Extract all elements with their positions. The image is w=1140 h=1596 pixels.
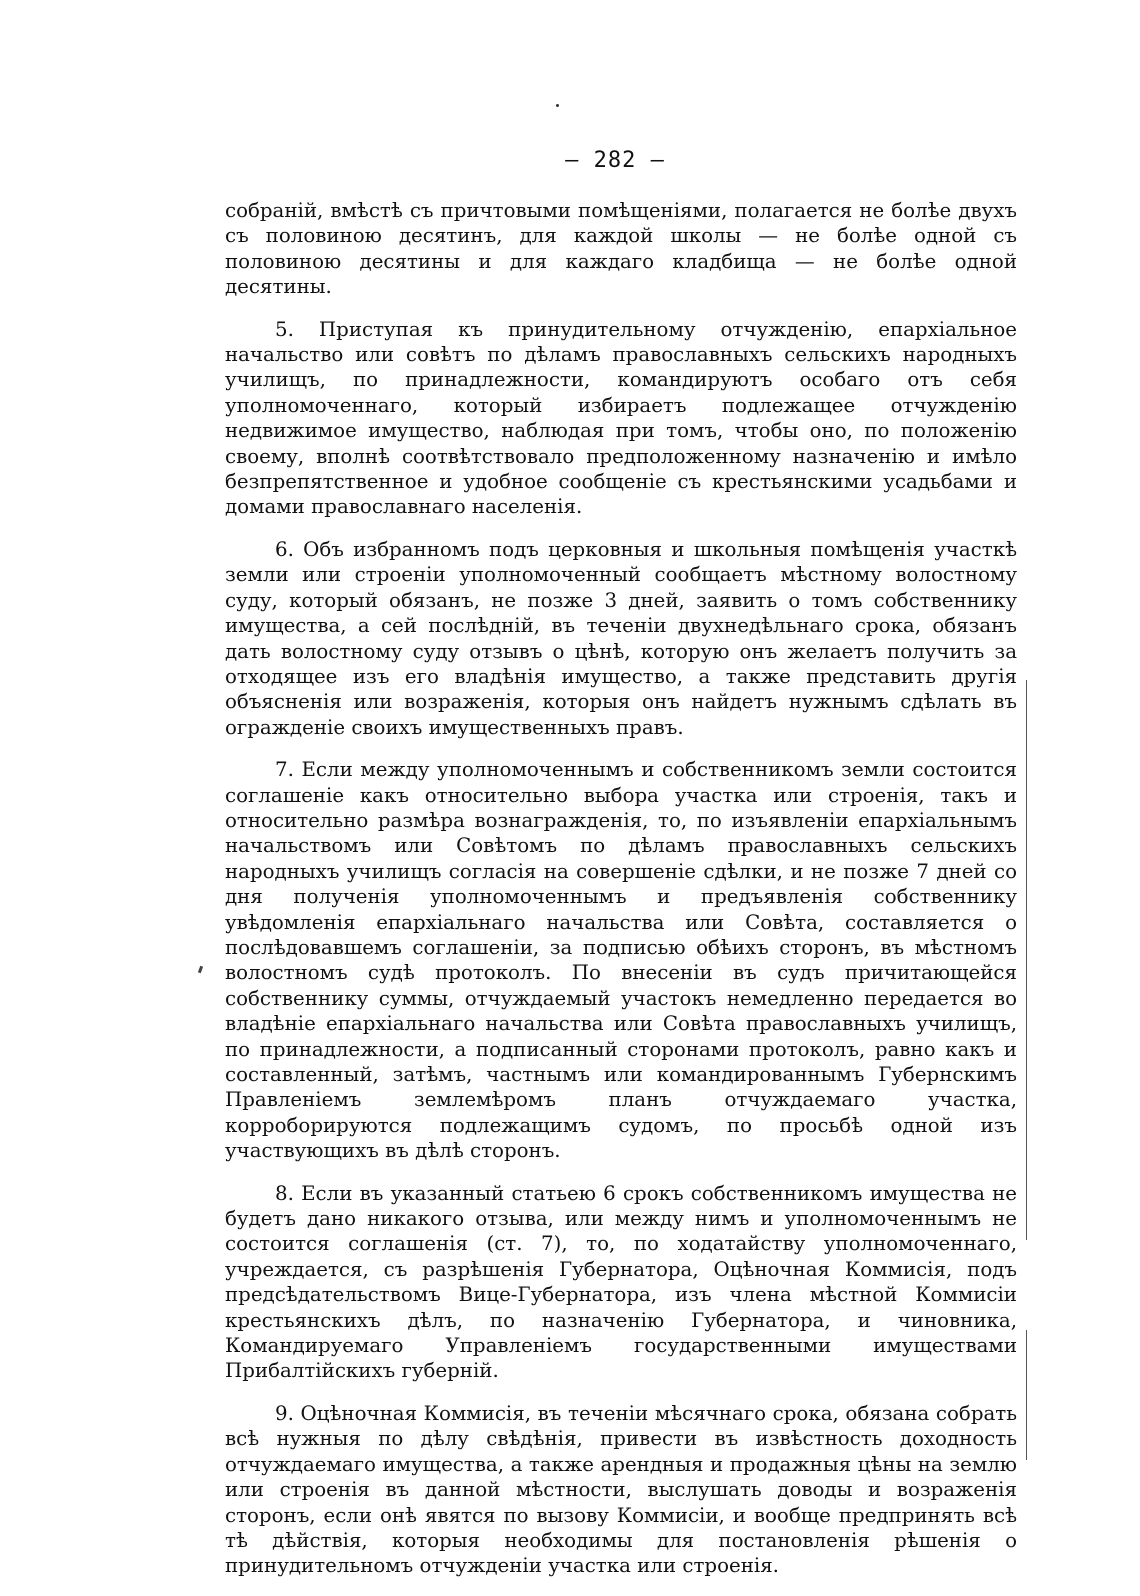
paragraph-text: Объ избранномъ подъ церковныя и школьныя помѣщенія участкѣ земли или строеніи уполномоченный сообщаетъ мѣстному волостному суду, который обязанъ, не позже 3 дней, заявить о томъ собственнику имущества, а сей послѣдній, въ теченіи двухнедѣльнаго срока, обязанъ дать волостному суду отзывъ о цѣнѣ, которую онъ желаетъ получить за отходящее изъ его владѣнія имущество, а также представить другія объясненія или возраженія, которыя онъ найдетъ нужнымъ сдѣлать въ огражденіе своихъ имущественныхъ правъ. (225, 537, 1017, 739)
paragraph-number: 6. (275, 537, 294, 561)
paragraph-5 (225, 317, 1017, 520)
body-text (225, 198, 1017, 1596)
paragraph-text: Приступая къ принудительному отчужденію, епархіальное начальство или совѣтъ по дѣламъ православныхъ сельскихъ народныхъ училищъ, по принадлежности, командируютъ особаго отъ себя уполномоченнаго, который избираетъ подлежащее отчужденію недвижимое имущество, наблюдая при томъ, чтобы оно, по положенію своему, вполнѣ соотвѣтствовало предположенному назначенію и имѣло безпрепятственное и удобное сообщеніе съ крестьянскими усадьбами и домами православнаго населенія. (225, 317, 1017, 519)
paragraph-number: 7. (275, 758, 294, 782)
paragraph-7 (225, 757, 1017, 1164)
paragraph-number: 9. (275, 1401, 294, 1425)
paragraph-9 (225, 1401, 1017, 1579)
print-mark (198, 966, 203, 974)
paragraph-8 (225, 1181, 1017, 1384)
paragraph-continued (225, 198, 1017, 300)
paragraph-number: 5. (275, 317, 294, 341)
page-number: — 282 — (565, 148, 665, 173)
paragraph-text: собраній, вмѣстѣ съ причтовыми помѣщеніями, полагается не болѣе двухъ съ половиною десятинъ, для каждой школы — не болѣе одной съ половиною десятины и для каждаго кладбища — не болѣе одной десятины. (225, 199, 1017, 299)
margin-rule (1026, 680, 1027, 1240)
paragraph-text: Если между уполномоченнымъ и собственникомъ земли состоится соглашеніе какъ относительно выбора участка или строенія, такъ и относительно размѣра вознагражденія, то, по изъявленіи епархіальнымъ начальствомъ или Совѣтомъ по дѣламъ православныхъ сельскихъ народныхъ училищъ согласія на совершеніе сдѣлки, и не позже 7 дней со дня полученія уполномоченнымъ и предъявленія собственнику увѣдомленія епархіальнаго начальства или Совѣта, составляется о послѣдовавшемъ соглашеніи, за подписью обѣихъ сторонъ, въ мѣстномъ волостномъ судѣ протоколъ. По внесеніи въ судъ причитающейся собственнику суммы, отчуждаемый участокъ немедленно передается во владѣніе епархіальнаго начальства или Совѣта православныхъ училищъ, по принадлежности, а подписанный сторонами протоколъ, равно какъ и составленный, затѣмъ, частнымъ или командированнымъ Губернскимъ Правленіемъ землемѣромъ планъ отчуждаемаго участка, корроборируются подлежащимъ судомъ, по просьбѣ одной изъ участвующихъ въ дѣлѣ сторонъ. (225, 758, 1017, 1163)
paragraph-text: Оцѣночная Коммисія, въ теченіи мѣсячнаго срока, обязана собрать всѣ нужныя по дѣлу свѣдѣнія, привести въ извѣстность доходность отчуждаемаго имущества, а также арендныя и продажныя цѣны на землю или строенія въ данной мѣстности, выслушать доводы и возраженія сторонъ, если онѣ явятся по вызову Коммисіи, и вообще предпринять всѣ тѣ дѣйствія, которыя необходимы для постановленія рѣшенія о принудительномъ отчужденіи участка или строенія. (225, 1401, 1017, 1578)
paragraph-text: Если въ указанный статьею 6 срокъ собственникомъ имущества не будетъ дано никакого отзыва, или между нимъ и уполномоченнымъ не состоится соглашенія (ст. 7), то, по ходатайству уполномоченнаго, учреждается, съ разрѣшенія Губернатора, Оцѣночная Коммисія, подъ предсѣдательствомъ Вице-Губернатора, изъ члена мѣстной Коммисіи крестьянскихъ дѣлъ, по назначенію Губернатора, и чиновника, Командируемаго Управленіемъ государственными имуществами Прибалтійскихъ губерній. (225, 1181, 1017, 1383)
paragraph-number: 8. (275, 1181, 294, 1205)
print-speck (556, 104, 559, 107)
paragraph-6 (225, 537, 1017, 740)
margin-rule (1026, 1330, 1027, 1460)
